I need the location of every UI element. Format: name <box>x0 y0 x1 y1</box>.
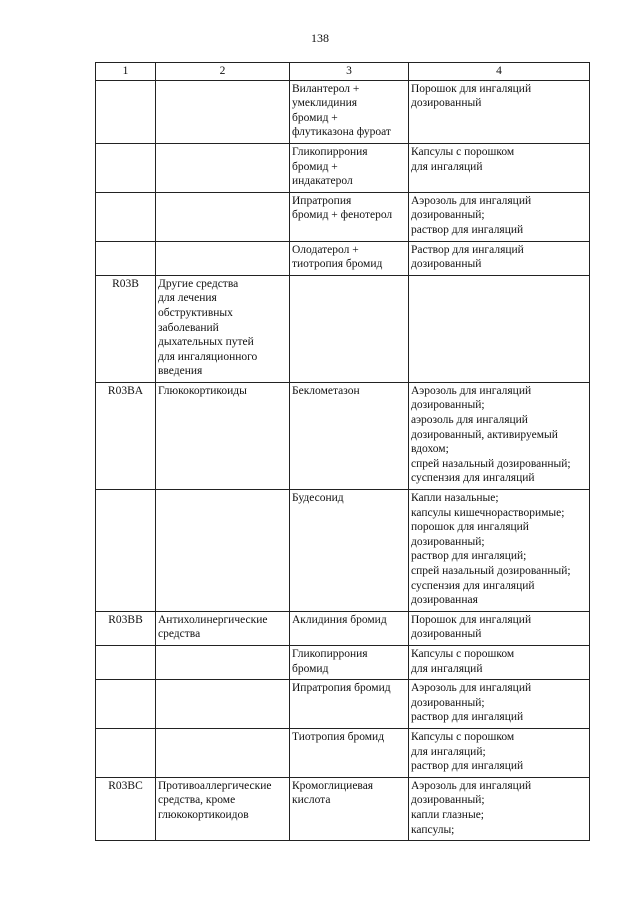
cell-text-line: дозированный; <box>411 399 485 412</box>
cell-text-line: дозированный <box>411 258 482 271</box>
cell-text-line: Аэрозоль для ингаляций <box>411 682 532 695</box>
cell-text-line: для лечения <box>158 292 217 305</box>
atc-code-cell <box>96 490 156 612</box>
group-cell <box>156 192 290 241</box>
group-cell <box>156 777 290 840</box>
cell-text-line: заболеваний <box>158 321 219 334</box>
drug-cell <box>290 80 409 143</box>
cell-text-line: средства <box>158 628 201 641</box>
atc-code-cell <box>96 680 156 729</box>
atc-code-cell <box>96 143 156 192</box>
cell-text-line: Вилантерол + <box>292 82 360 95</box>
cell-text-line: вдохом; <box>411 443 449 456</box>
column-header: 4 <box>409 63 590 81</box>
cell-text-line: для ингаляционного <box>158 350 258 363</box>
column-header: 3 <box>290 63 409 81</box>
atc-code-cell <box>96 728 156 777</box>
drug-cell <box>290 382 409 489</box>
cell-text-line: Капсулы с порошком <box>411 145 515 158</box>
atc-code-cell: R03BB <box>96 611 156 645</box>
drug-cell <box>290 490 409 612</box>
cell-text-line: Антихолинергические <box>158 613 268 626</box>
cell-text-line: обструктивных <box>158 306 233 319</box>
cell-text-line: порошок для ингаляций <box>411 521 529 534</box>
cell-text-line: Гликопиррония <box>292 145 368 158</box>
cell-text-line: Ипратропия <box>292 194 352 207</box>
column-header: 2 <box>156 63 290 81</box>
cell-text-line: Аэрозоль для ингаляций <box>411 194 532 207</box>
atc-code-cell <box>96 645 156 679</box>
cell-text-line: умеклидиния <box>292 97 358 110</box>
cell-text-line: Другие средства <box>158 277 239 290</box>
dosage-form-cell <box>409 275 590 382</box>
page-number: 138 <box>311 31 329 45</box>
cell-text-line: дозированный, активируемый <box>411 428 558 441</box>
atc-code-cell: R03BA <box>96 382 156 489</box>
group-cell <box>156 490 290 612</box>
drug-cell <box>290 275 409 382</box>
cell-text-line: Ипратропия бромид <box>292 682 391 695</box>
group-cell <box>156 241 290 275</box>
cell-text-line: дозированный; <box>411 209 485 222</box>
table-body <box>96 80 590 841</box>
group-cell <box>156 80 290 143</box>
cell-text-line: введения <box>158 365 203 378</box>
dosage-form-cell <box>409 490 590 612</box>
cell-text-line: дозированная <box>411 594 478 607</box>
cell-text-line: тиотропия бромид <box>292 258 383 271</box>
cell-text-line: Аэрозоль для ингаляций <box>411 384 532 397</box>
cell-text-line: суспензия для ингаляций <box>411 579 535 592</box>
dosage-form-cell <box>409 143 590 192</box>
group-cell <box>156 611 290 645</box>
table-row <box>96 680 590 729</box>
cell-text-line: Порошок для ингаляций <box>411 613 532 626</box>
cell-text-line: Противоаллергические <box>158 779 272 792</box>
table-row <box>96 192 590 241</box>
atc-code-cell: R03B <box>96 275 156 382</box>
atc-code-cell: R03BC <box>96 777 156 840</box>
cell-text-line: для ингаляций <box>411 662 483 675</box>
dosage-form-cell <box>409 241 590 275</box>
cell-text-line: аэрозоль для ингаляций <box>411 414 528 427</box>
cell-text-line: раствор для ингаляций <box>411 223 524 236</box>
cell-text-line: Глюкокортикоиды <box>158 384 247 397</box>
cell-text-line: глюкокортикоидов <box>158 808 249 821</box>
table-row <box>96 80 590 143</box>
cell-text-line: индакатерол <box>292 175 353 188</box>
medication-table <box>95 62 590 841</box>
dosage-form-cell <box>409 728 590 777</box>
cell-text-line: Кромоглициевая <box>292 779 374 792</box>
drug-cell <box>290 777 409 840</box>
cell-text-line: средства, кроме <box>158 794 236 807</box>
cell-text-line: капли глазные; <box>411 808 484 821</box>
cell-text-line: дозированный <box>411 628 482 641</box>
cell-text-line: флутиказона фуроат <box>292 126 391 139</box>
cell-text-line: Капли назальные; <box>411 492 499 505</box>
dosage-form-cell <box>409 645 590 679</box>
dosage-form-cell <box>409 80 590 143</box>
drug-cell <box>290 143 409 192</box>
group-cell <box>156 680 290 729</box>
table-row <box>96 611 590 645</box>
table-row <box>96 143 590 192</box>
group-cell <box>156 275 290 382</box>
dosage-form-cell <box>409 192 590 241</box>
dosage-form-cell <box>409 777 590 840</box>
table-row <box>96 645 590 679</box>
table-row <box>96 275 590 382</box>
cell-text-line: Беклометазон <box>292 384 360 397</box>
drug-cell <box>290 192 409 241</box>
atc-code-cell <box>96 241 156 275</box>
group-cell <box>156 382 290 489</box>
cell-text-line: бромид + <box>292 111 338 124</box>
cell-text-line: для ингаляций; <box>411 745 486 758</box>
cell-text-line: спрей назальный дозированный; <box>411 565 571 577</box>
cell-text-line: раствор для ингаляций; <box>411 550 527 563</box>
drug-cell <box>290 680 409 729</box>
cell-text-line: дозированный; <box>411 794 485 807</box>
cell-text-line: Тиотропия бромид <box>292 730 385 743</box>
cell-text-line: спрей назальный дозированный; <box>411 457 571 470</box>
group-cell <box>156 645 290 679</box>
table-row <box>96 728 590 777</box>
dosage-form-cell <box>409 382 590 489</box>
cell-text-line: дозированный <box>411 97 482 110</box>
cell-text-line: раствор для ингаляций <box>411 760 524 773</box>
cell-text-line: Капсулы с порошком <box>411 730 515 743</box>
cell-text-line: раствор для ингаляций <box>411 711 524 724</box>
cell-text-line: Аклидиния бромид <box>292 613 387 626</box>
cell-text-line: Олодатерол + <box>292 243 359 256</box>
cell-text-line: Аэрозоль для ингаляций <box>411 779 532 792</box>
cell-text-line: бромид <box>292 662 329 675</box>
cell-text-line: суспензия для ингаляций <box>411 472 535 485</box>
header-row <box>96 63 590 81</box>
drug-cell <box>290 728 409 777</box>
table-row <box>96 777 590 840</box>
cell-text-line: для ингаляций <box>411 160 483 173</box>
cell-text-line: бромид + <box>292 160 338 173</box>
cell-text-line: Порошок для ингаляций <box>411 82 532 95</box>
table-row <box>96 382 590 489</box>
cell-text-line: Раствор для ингаляций <box>411 243 524 256</box>
cell-text-line: капсулы; <box>411 823 455 836</box>
cell-text-line: дыхательных путей <box>158 336 254 349</box>
cell-text-line: бромид + фенотерол <box>292 209 393 222</box>
cell-text-line: кислота <box>292 794 331 807</box>
table-row <box>96 241 590 275</box>
drug-cell <box>290 611 409 645</box>
column-header: 1 <box>96 63 156 81</box>
group-cell <box>156 143 290 192</box>
dosage-form-cell <box>409 680 590 729</box>
cell-text-line: Капсулы с порошком <box>411 647 515 660</box>
dosage-form-cell <box>409 611 590 645</box>
atc-code-cell <box>96 80 156 143</box>
cell-text-line: капсулы кишечнорастворимые; <box>411 506 565 519</box>
cell-text-line: Гликопиррония <box>292 647 368 660</box>
atc-code-cell <box>96 192 156 241</box>
table-row <box>96 490 590 612</box>
cell-text-line: дозированный; <box>411 535 485 548</box>
cell-text-line: Будесонид <box>292 492 344 505</box>
drug-cell <box>290 645 409 679</box>
drug-cell <box>290 241 409 275</box>
group-cell <box>156 728 290 777</box>
cell-text-line: дозированный; <box>411 696 485 709</box>
